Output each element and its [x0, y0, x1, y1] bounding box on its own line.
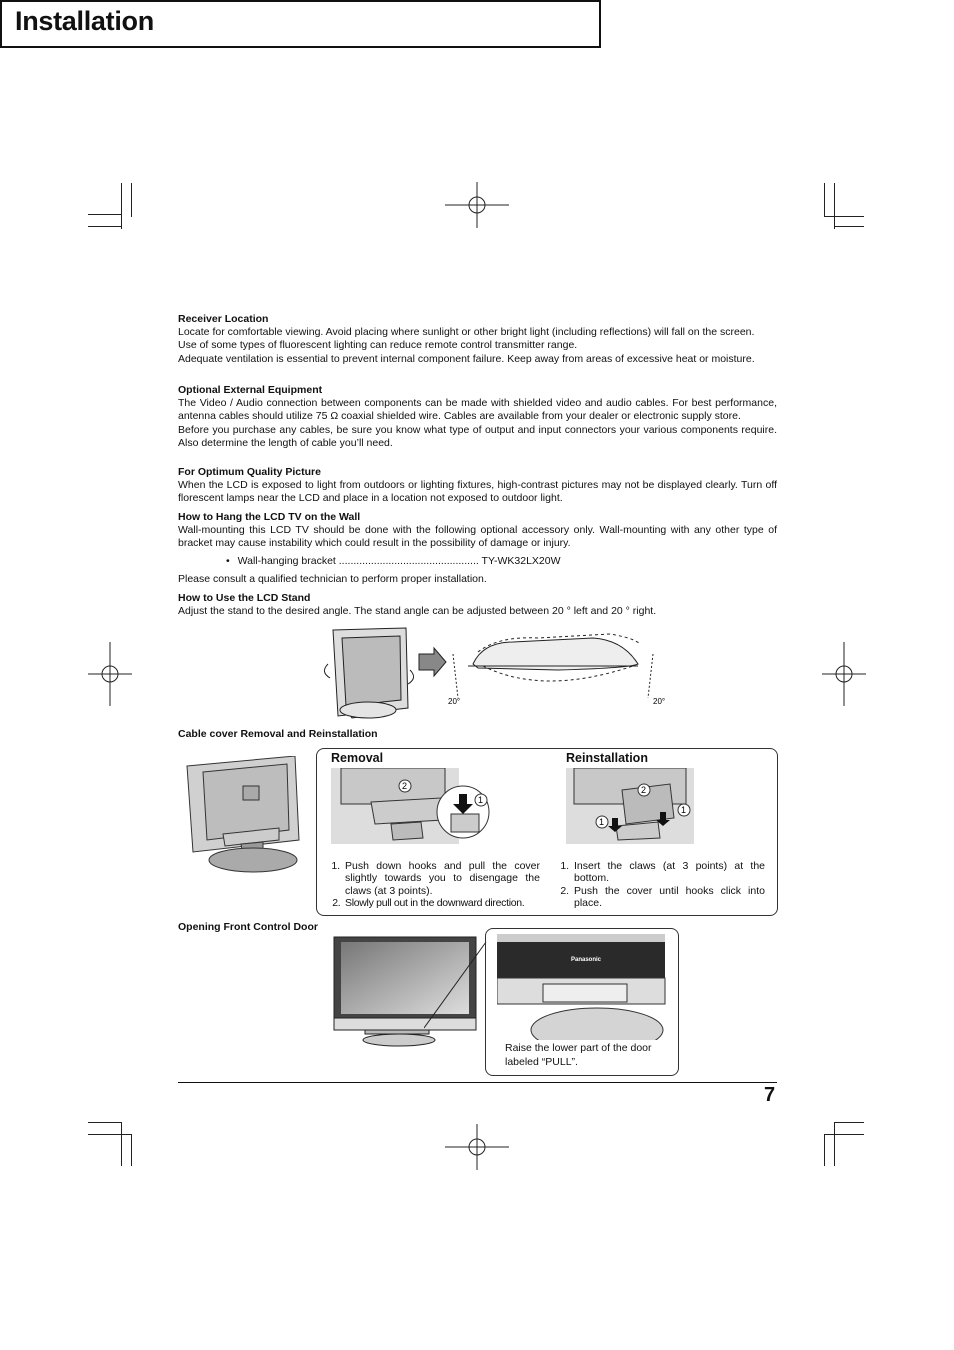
paragraph: Please consult a qualified technician to perform proper installation.	[178, 573, 487, 585]
footer-rule	[178, 1082, 777, 1083]
cable-heading: Cable cover Removal and Reinstallation	[178, 728, 378, 740]
optimum-section	[178, 466, 777, 506]
paragraph: Before you purchase any cables, be sure you know what type of output and input connectors your various components require. Also determine the length of cable you’ll need.	[178, 423, 777, 449]
reinstall-illustration	[566, 768, 696, 844]
removal-step: 2. Slowly pull out in the downward direction.	[343, 897, 540, 909]
reinstall-title: Reinstallation	[566, 751, 648, 765]
reinstall-step: 2. Push the cover until hooks click into place.	[572, 885, 765, 910]
section-heading: Receiver Location	[178, 313, 269, 325]
section-heading: For Optimum Quality Picture	[178, 466, 321, 478]
paragraph: When the LCD is exposed to light from outdoors or lighting fixtures, high-contrast pictures may not be displayed clearly. Turn off florescent lamps near the LCD and place in a location not exposed to outdoor light.	[178, 479, 777, 505]
bullet: •	[226, 555, 230, 567]
callout-2: 2	[641, 785, 647, 795]
reinstall-steps	[556, 860, 765, 910]
reinstall-step: 1. Insert the claws (at 3 points) at the bottom.	[572, 860, 765, 885]
hang-note	[178, 573, 777, 586]
paragraph: Locate for comfortable viewing. Avoid placing where sunlight or other bright light (including reflections) will fall on the screen.	[178, 326, 755, 339]
door-heading: Opening Front Control Door	[178, 921, 318, 933]
stand-illustration	[318, 624, 678, 724]
page-number: 7	[764, 1084, 776, 1106]
removal-steps	[327, 860, 540, 910]
page-title: Installation	[15, 6, 154, 36]
paragraph: Adjust the stand to the desired angle. The stand angle can be adjusted between 20 ° left and 20 ° right.	[178, 605, 657, 618]
callout-2: 2	[402, 781, 408, 791]
hang-section	[178, 511, 777, 551]
stand-section	[178, 592, 777, 618]
angle-right-label: 20°	[653, 697, 666, 706]
removal-illustration	[331, 768, 501, 844]
brand-logo: Panasonic	[571, 957, 602, 963]
removal-title: Removal	[331, 751, 384, 765]
callout-1: 1	[599, 817, 605, 827]
section-heading: Optional External Equipment	[178, 384, 323, 396]
paragraph: Wall-mounting this LCD TV should be done with the following optional accessory only. Wall-mounting with any other type of bracket may cause instability which could result in the possibility of damage or injury.	[178, 524, 777, 550]
callout-1: 1	[478, 795, 484, 805]
section-heading: How to Use the LCD Stand	[178, 592, 311, 604]
door-caption: Raise the lower part of the door labeled “PULL”.	[505, 1042, 652, 1068]
callout-connector	[424, 940, 488, 1032]
bracket-label: Wall-hanging bracket ................................................	[237, 555, 479, 567]
bracket-line	[226, 555, 561, 567]
door-closeup	[497, 934, 667, 1040]
paragraph: Adequate ventilation is essential to prevent internal component failure. Keep away from areas of excessive heat or moisture.	[178, 352, 755, 365]
receiver-section	[178, 313, 777, 366]
paragraph: The Video / Audio connection between components can be made with shielded video and audio cables. For best performance, antenna cables should utilize 75 Ω coaxial shielded wire. Cables are available from your dealer or electronic supply store.	[178, 397, 777, 423]
bracket-model: TY-WK32LX20W	[481, 555, 561, 567]
section-heading: How to Hang the LCD TV on the Wall	[178, 511, 361, 523]
removal-step: 1. Push down hooks and pull the cover slightly towards you to disengage the claws (at 3 points).	[343, 860, 540, 897]
paragraph: Use of some types of fluorescent lighting can reduce remote control transmitter range.	[178, 339, 578, 352]
callout-1: 1	[681, 805, 687, 815]
angle-left-label: 20°	[448, 697, 461, 706]
tv-rear-illustration	[183, 756, 313, 876]
optional-section	[178, 384, 777, 450]
